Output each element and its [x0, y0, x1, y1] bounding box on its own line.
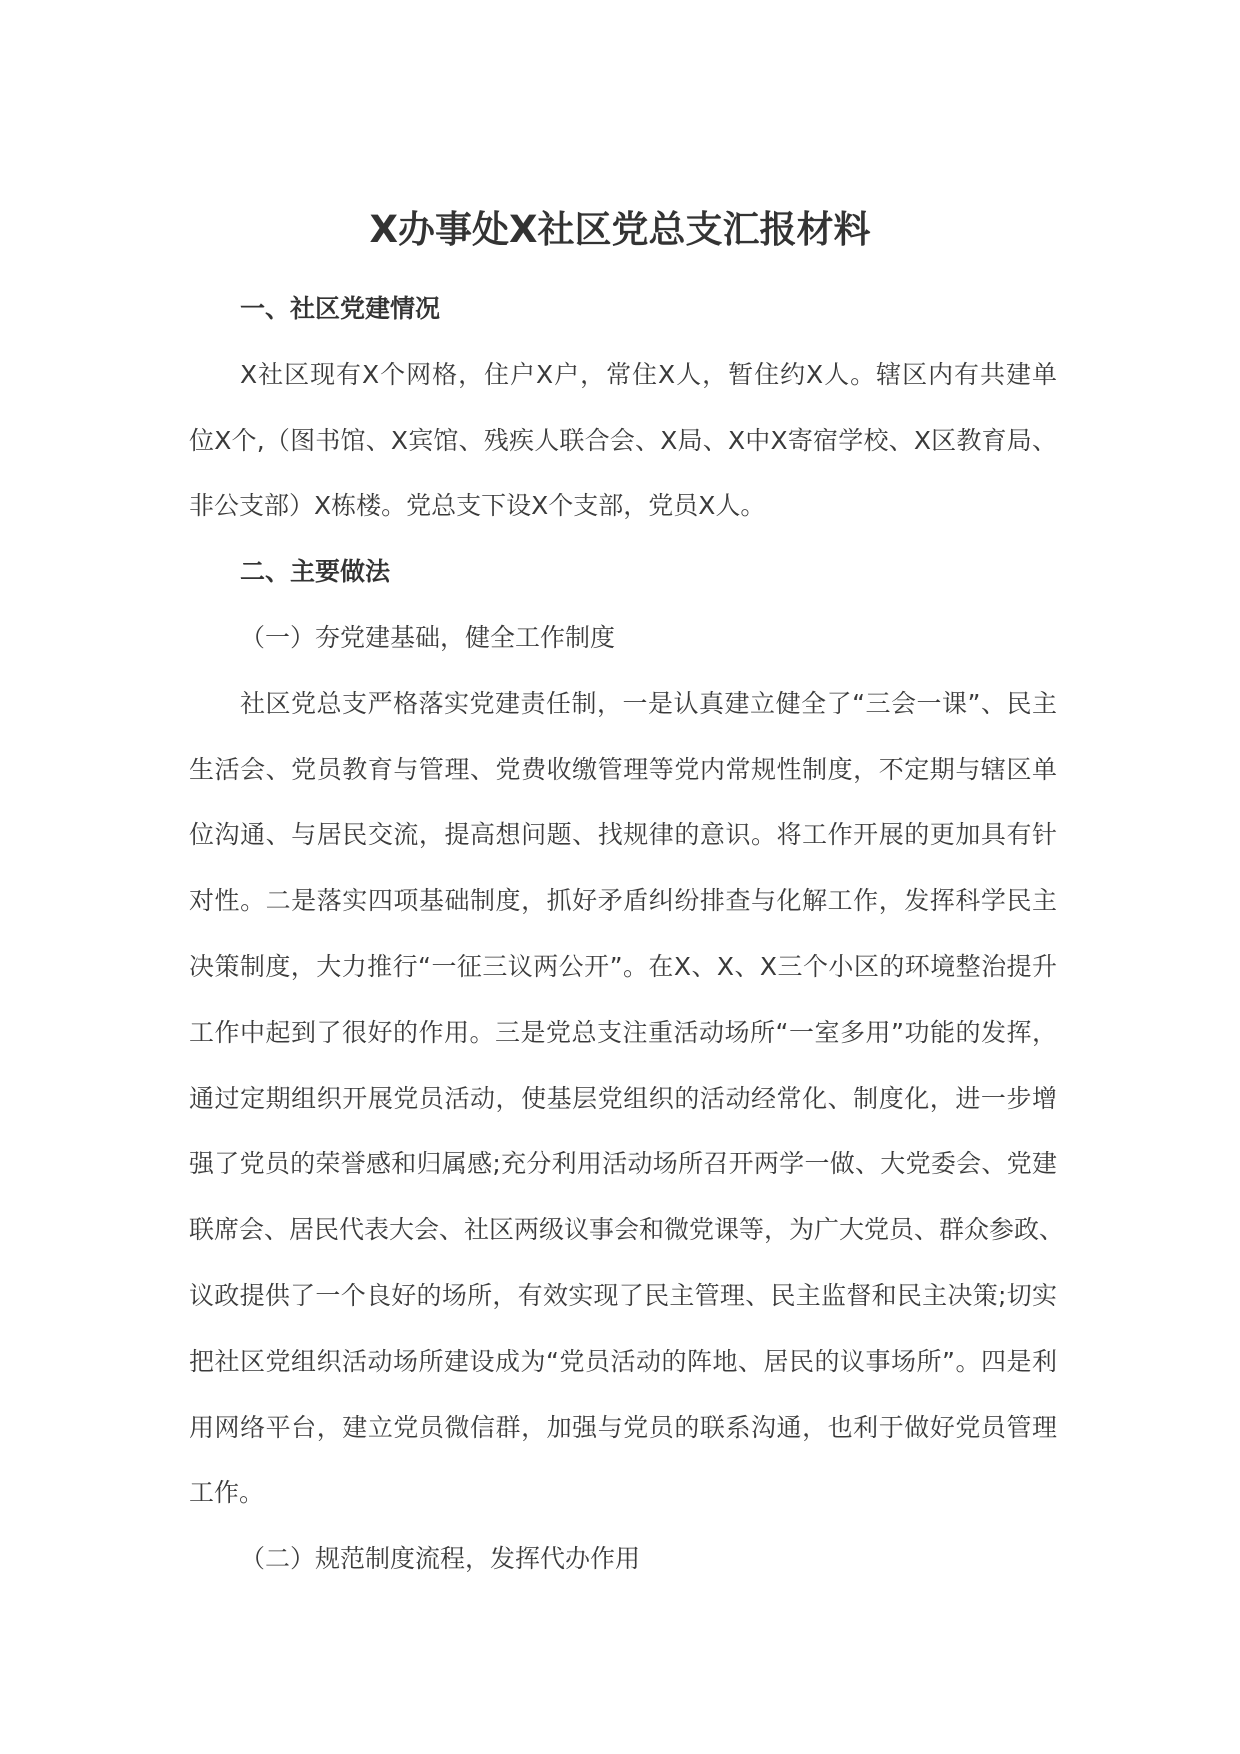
- paragraph-line: 强了党员的荣誉感和归属感;充分利用活动场所召开两学一做、大党委会、党建: [189, 1149, 1057, 1179]
- paragraph-line: 联席会、居民代表大会、社区两级议事会和微党课等，为广大党员、群众参政、: [189, 1215, 1065, 1245]
- section-heading: 一、社区党建情况: [240, 294, 441, 323]
- paragraph-line: 工作。: [189, 1478, 265, 1508]
- paragraph-line: X社区现有X个网格，住户X户，常住X人，暂住约X人。辖区内有共建单: [240, 359, 1057, 389]
- paragraph-line: 社区党总支严格落实党建责任制，一是认真建立健全了“三会一课”、民主: [240, 688, 1057, 718]
- paragraph-line: 工作中起到了很好的作用。三是党总支注重活动场所“一室多用”功能的发挥，: [189, 1017, 1057, 1047]
- section-heading: 二、主要做法: [240, 557, 391, 587]
- paragraph-line: 通过定期组织开展党员活动，使基层党组织的活动经常化、制度化，进一步增: [189, 1083, 1057, 1113]
- paragraph-line: 位沟通、与居民交流，提高想问题、找规律的意识。将工作开展的更加具有针: [189, 820, 1057, 850]
- paragraph-line: 对性。二是落实四项基础制度，抓好矛盾纠纷排查与化解工作，发挥科学民主: [189, 886, 1057, 916]
- paragraph-line: 用网络平台，建立党员微信群，加强与党员的联系沟通，也利于做好党员管理: [189, 1412, 1057, 1442]
- document-title: X办事处X社区党总支汇报材料: [369, 208, 871, 251]
- paragraph-line: 非公支部）X栋楼。党总支下设X个支部，党员X人。: [189, 491, 766, 521]
- paragraph-line: 生活会、党员教育与管理、党费收缴管理等党内常规性制度，不定期与辖区单: [189, 754, 1057, 784]
- paragraph-line: 把社区党组织活动场所建设成为“党员活动的阵地、居民的议事场所”。四是利: [189, 1346, 1057, 1376]
- document-body: [189, 276, 1065, 1592]
- paragraph-line: 位X个,（图书馆、X宾馆、残疾人联合会、X局、X中X寄宿学校、X区教育局、: [189, 425, 1057, 455]
- subsection-heading: （二）规范制度流程，发挥代办作用: [240, 1544, 641, 1574]
- paragraph-line: 议政提供了一个良好的场所，有效实现了民主管理、民主监督和民主决策;切实: [189, 1280, 1057, 1310]
- paragraph-line: 决策制度，大力推行“一征三议两公开”。在X、X、X三个小区的环境整治提升: [189, 951, 1057, 981]
- subsection-heading: （一）夯党建基础，健全工作制度: [240, 622, 616, 652]
